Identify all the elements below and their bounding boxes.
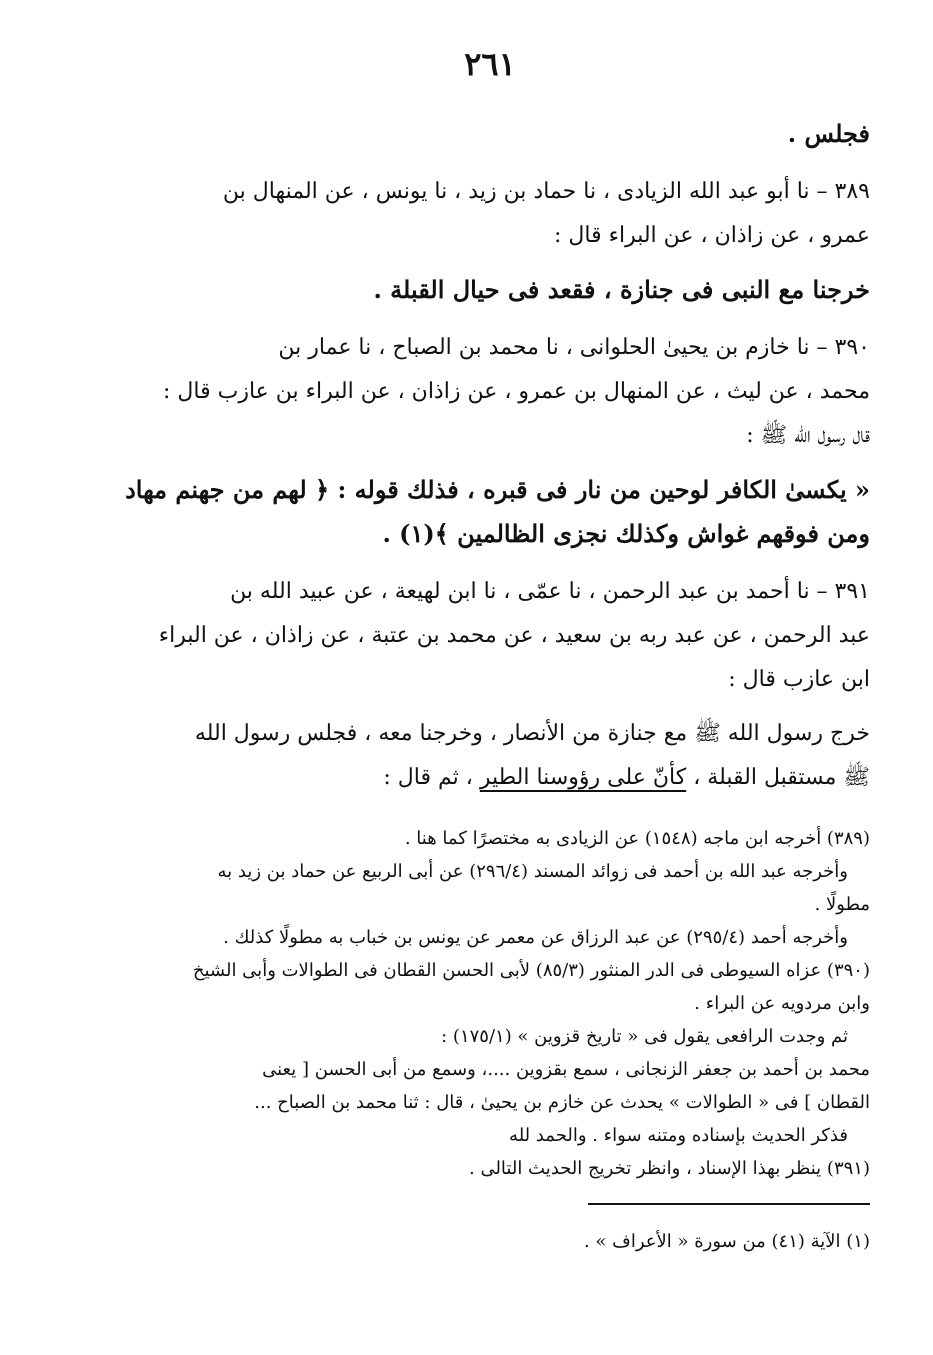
hadith-391-matn-line-2 bbox=[110, 756, 870, 800]
book-page bbox=[110, 40, 870, 1330]
note-line: (٣٨٩) أخرجه ابن ماجه (١٥٤٨) عن الزيادى به مختصرًا كما هنا . bbox=[404, 828, 870, 849]
intro-line: فجلس . bbox=[787, 119, 870, 148]
note-line: ثم وجدت الرافعى يقول فى « تاريخ قزوين » (١٧٥/١) : bbox=[441, 1026, 848, 1047]
note-line: محمد بن أحمد بن جعفر الزنجانى ، سمع بقزوين ....، وسمع من أبى الحسن [ يعنى bbox=[262, 1059, 870, 1080]
hadith-391-matn-part-c: ، ثم قال : bbox=[383, 765, 480, 790]
hadith-389-isnad-line-2: عمرو ، عن زاذان ، عن البراء قال : bbox=[554, 223, 870, 248]
note-line: (٣٩١) ينظر بهذا الإسناد ، وانظر تخريج الحديث التالى . bbox=[469, 1158, 870, 1179]
page-number: ٢٦١ bbox=[464, 45, 516, 83]
takhrij-notes bbox=[110, 822, 870, 1185]
footnote: (١) الآية (٤١) من سورة « الأعراف » . bbox=[583, 1231, 870, 1252]
footnote-separator bbox=[588, 1203, 870, 1205]
hadith-390-isnad-line-2: محمد ، عن ليث ، عن المنهال بن عمرو ، عن زاذان ، عن البراء بن عازب قال : bbox=[163, 379, 870, 404]
note-line: مطولًا . bbox=[814, 894, 870, 915]
hadith-391-matn-line-1: خرج رسول الله ﷺ مع جنازة من الأنصار ، وخرجنا معه ، فجلس رسول الله bbox=[194, 721, 870, 746]
hadith-389-isnad-line-1: ٣٨٩ – نا أبو عبد الله الزيادى ، نا حماد بن زيد ، نا يونس ، عن المنهال بن bbox=[222, 179, 870, 204]
hadith-391 bbox=[110, 570, 870, 800]
note-line: (٣٩٠) عزاه السيوطى فى الدر المنثور (٨٥/٣) لأبى الحسن القطان فى الطوالات وأبى الشيخ bbox=[192, 960, 870, 981]
note-line: وابن مردويه عن البراء . bbox=[694, 993, 870, 1014]
hadith-391-isnad-line-3: ابن عازب قال : bbox=[728, 667, 870, 692]
hadith-391-isnad-line-1: ٣٩١ – نا أحمد بن عبد الرحمن ، نا عمّى ، نا ابن لهيعة ، عن عبيد الله بن bbox=[230, 579, 870, 604]
note-line: وأخرجه أحمد (٢٩٥/٤) عن عبد الرزاق عن معمر عن يونس بن خباب به مطولًا كذلك . bbox=[223, 927, 848, 948]
note-line: القطان ] فى « الطوالات » يحدث عن خازم بن يحيىٰ ، قال : ثنا محمد بن الصباح ... bbox=[254, 1092, 870, 1113]
hadith-391-matn-underlined: كأنّ على رؤوسنا الطير bbox=[479, 765, 687, 790]
hadith-389 bbox=[110, 170, 870, 312]
hadith-391-isnad-line-2: عبد الرحمن ، عن عبد ربه بن سعيد ، عن محمد بن عتبة ، عن زاذان ، عن البراء bbox=[158, 623, 870, 648]
hadith-391-matn-part-a: ﷺ مستقبل القبلة ، bbox=[686, 765, 870, 790]
hadith-390-matn-line-1: « يكسىٰ الكافر لوحين من نار فى قبره ، فذلك قوله : ﴿ لهم من جهنم مهاد bbox=[125, 475, 870, 504]
hadith-389-matn: خرجنا مع النبى فى جنازة ، فقعد فى حيال القبلة . bbox=[373, 275, 870, 304]
intro-text bbox=[110, 112, 870, 156]
hadith-390-matn-line-2: ومن فوقهم غواش وكذلك نجزى الظالمين ﴾(١) . bbox=[382, 519, 870, 548]
hadith-390-isnad-line-3: قال رسول الله ﷺ : bbox=[746, 423, 870, 448]
hadith-390 bbox=[110, 326, 870, 556]
hadith-390-isnad-line-1: ٣٩٠ – نا خازم بن يحيىٰ الحلوانى ، نا محمد بن الصباح ، نا عمار بن bbox=[278, 335, 870, 360]
note-line: وأخرجه عبد الله بن أحمد فى زوائد المسند (٢٩٦/٤) عن أبى الربيع عن حماد بن زيد به bbox=[217, 861, 848, 882]
note-line: فذكر الحديث بإسناده ومتنه سواء . والحمد لله bbox=[509, 1125, 848, 1146]
